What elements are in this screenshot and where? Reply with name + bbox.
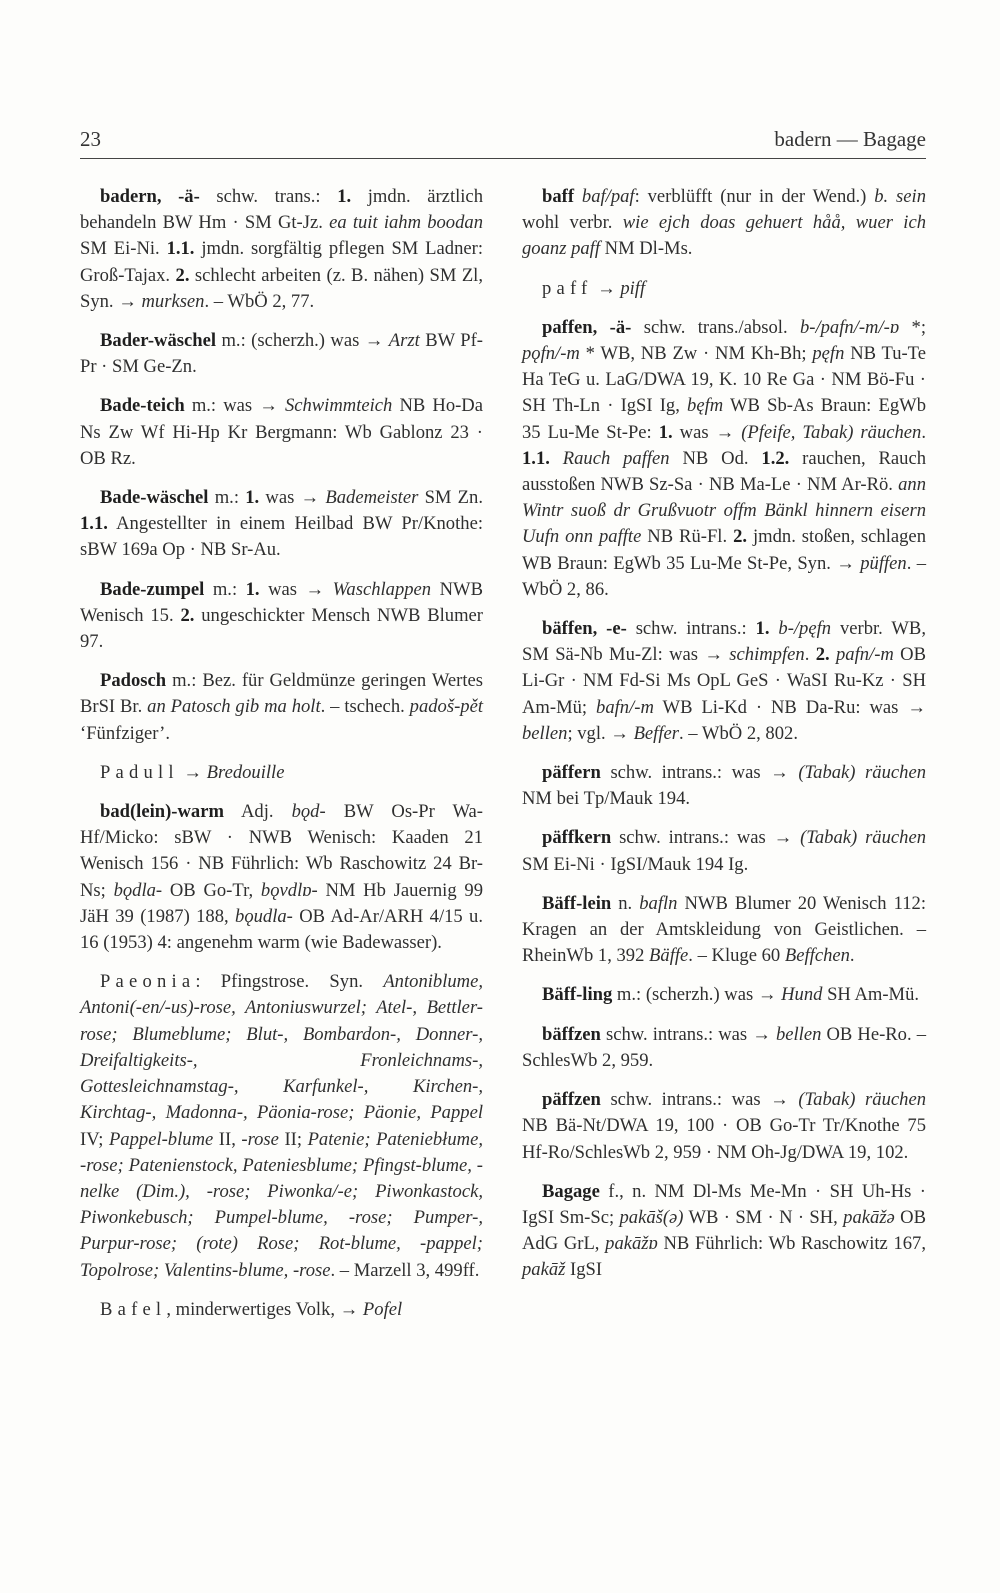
entry-text: NM Dl-Ms. [600,238,693,260]
entry-text: OB AdG GrL, [522,1206,926,1255]
entry-text: , minderwertiges Volk, → [166,1298,363,1320]
dictionary-entry [80,799,483,956]
italic-text: ann Wintr suoß dr Grußvuotr offm Bänkl hinnern eisern Uufn onn paffte [522,474,926,548]
italic-text: bęfm [687,395,724,417]
italic-text: Pappel-blume [108,1128,214,1150]
headword: 2. [733,526,748,548]
headword: 1. [337,186,352,207]
dictionary-entry [522,760,926,812]
entry-text: WB · SM · N · SH, [683,1206,844,1228]
entry-text: : Pfingstrose. Syn. [195,971,384,993]
entry-text: wohl verbr. [522,212,623,234]
headword: bäffzen [542,1023,601,1045]
italic-text: Rauch paffen [562,447,670,469]
entry-text: was → [259,487,326,509]
entry-text: . – WbÖ 2, 86. [522,552,926,600]
italic-text: Waschlappen [332,578,432,600]
headword: päffkern [542,827,612,849]
italic-text: piff [620,277,646,299]
headword: Padosch [100,670,167,692]
headword: baff [542,186,575,207]
entry-text: II, [213,1128,242,1150]
entry-text: WB Li-Kd · NB Da-Ru: was → [653,696,926,718]
italic-text: Beffer [633,722,679,744]
entry-text: schw. trans.: [199,186,338,207]
italic-text: bǫvdlɒ- [260,879,318,901]
entry-text: verbr. WB, SM Sä-Nb Mu-Zl: was → [522,618,926,666]
entry-text: . – Kluge 60 [688,945,785,967]
italic-text: Antoniblume, Antoni(-en/-us)-rose, Antoniuswurzel; Atel-, Bettler-rose; Blumeblume; Blut-, Bombardon-, Donner-, Dreifaltigkeits-, Fronleichnams-, Gottesleichnamstag-, Karfunkel-, Kirchen-, Kirchtag-, Madonna-, Päonia-rose; Päonie, Pappel [80,971,483,1124]
italic-text: pakāžə [843,1206,895,1228]
entry-text: . – Marzell 3, 499ff. [330,1259,480,1281]
headword: 1. [245,578,260,600]
headword: 1.2. [761,447,790,469]
italic-text: (Tabak) räuchen [798,762,926,784]
entry-text: f., n. NM Dl-Ms Me-Mn · SH Uh-Hs · IgSI Sm-Sc; [522,1180,926,1228]
entry-text: schw. intrans.: was → [600,1023,776,1045]
entry-text: m.: (scherzh.) was → [612,984,782,1006]
entry-text: OB Ad-Ar/ARH 4/15 u. 16 (1953) 4: angenehm warm (wie Badewasser). [80,905,484,954]
italic-text: pafn/-m [835,644,894,666]
left-column [80,184,483,1336]
italic-text: püffen [860,552,907,574]
dictionary-entry [522,1179,926,1284]
italic-text: pakāžɒ [605,1233,658,1255]
entry-text: IgSI [565,1259,603,1281]
dictionary-entry [522,1022,926,1074]
entry-text: jmdn. stoßen, schlagen WB Braun: EgWb 35 Lu-Me St-Pe, Syn. → [522,526,926,574]
entry-text: NB Führlich: Wb Raschowitz 167, [657,1233,927,1255]
italic-text: (Tabak) räuchen [800,827,927,849]
entry-text: NWB Blumer 20 Wenisch 112: Kragen an der Amtskleidung von Geistlichen. – RheinWb 1, 392 [522,892,926,967]
entry-text: n. [611,892,640,914]
headword: 1.1. [80,513,108,535]
right-column [522,184,926,1297]
entry-text: BW Os-Pr Wa-Hf/Micko: sBW · NWB Wenisch: Kaaden 21 Wenisch 156 · NB Führlich: Wb Raschowitz 24 Br-Ns; [80,801,483,901]
italic-text: padoš-pět [409,696,483,718]
headword: paffen, -ä- [542,316,632,338]
italic-text: pakāš(ə) [619,1206,684,1228]
entry-text: → [178,761,207,783]
headword: 2. [815,644,830,666]
dictionary-entry [522,1087,926,1166]
headword: badern, -ä- [100,186,200,207]
entry-text: SM Zn. [418,487,483,509]
entry-text: ; vgl. → [567,722,634,744]
italic-text: Bademeister [325,487,419,509]
italic-text: baf/paf [581,186,635,207]
italic-text: wie ejch doas gehuert håå, wuer ich goanz paff [522,212,927,260]
entry-text: → [592,277,621,299]
entry-text: BW Pf-Pr · SM Ge-Zn. [80,330,484,378]
italic-text: b-/pęfn [778,618,832,640]
italic-text: (Tabak) räuchen [798,1089,926,1111]
entry-text: . – WbÖ 2, 802. [679,722,798,744]
headword: Bäff-lein [542,892,612,914]
entry-text: Angestellter in einem Heilbad BW Pr/Knothe: sBW 169a Op · NB Sr-Au. [80,513,483,561]
running-head [80,127,926,152]
entry-text [550,448,563,469]
italic-text: bǫudla- [235,905,293,927]
headword: 1. [658,421,673,443]
entry-text: . [921,421,926,443]
italic-text: b. sein [874,186,927,207]
dictionary-entry [522,891,926,970]
italic-text: bafln [639,892,678,914]
entry-text: schw. trans./absol. [631,316,800,338]
entry-text: rauchen, Rauch ausstoßen NWB Sz-Sa · NB Ma-Le · NM Ar-Rö. [522,447,927,496]
headword: Bäff-ling [542,984,613,1006]
entry-text: schw. intrans.: was → [600,1089,799,1111]
headword: päffzen [542,1089,601,1111]
entry-text: . – WbÖ 2, 77. [204,290,315,312]
headword: Bade-teich [100,395,185,417]
dictionary-entry [80,668,483,747]
italic-text: bǫdla- [113,879,163,901]
italic-text: pęfn [812,343,845,365]
dictionary-entry [522,616,926,747]
italic-text: Arzt [388,330,420,352]
dictionary-entry [522,315,926,603]
entry-text: . – tschech. [320,696,410,718]
entry-text: . [804,644,816,666]
entry-text: m.: [208,487,246,509]
dictionary-entry [80,760,483,786]
entry-text: ungeschickter Mensch NWB Blumer 97. [80,604,483,653]
entry-text: was → [259,578,333,600]
dictionary-entry [522,276,926,302]
entry-text: II; [278,1128,308,1150]
entry-text: WB Sb-As Braun: EgWb 35 Lu-Me St-Pe: [522,395,926,443]
entry-text: NB Rü-Fl. [641,526,734,548]
entry-text: NB Od. [669,447,762,469]
entry-text: * WB, NB Zw · NM Kh-Bh; [579,343,813,365]
headword: Bade-zumpel [100,578,205,600]
entry-text: NB Tu-Te Ha TeG u. LaG/DWA 19, K. 10 Re Ga · NM Bö-Fu · SH Th-Ln · IgSI Ig, [522,343,926,417]
entry-text: m.: [204,578,246,600]
entry-text: m.: (scherzh.) was → [216,330,389,352]
headword: 1. [245,487,260,509]
italic-text: bafn/-m [596,696,654,718]
entry-text: Adj. [223,801,292,823]
headword: bad(lein)-warm [100,801,224,823]
entry-text: was → [672,421,742,443]
italic-text: Beffchen [784,945,850,967]
dictionary-entry [522,825,926,877]
dictionary-entry [80,485,483,564]
italic-text: b-/pafn/-m/-ɒ [799,316,900,338]
entry-text: *; [899,316,926,338]
spaced-lemma: Padull [100,761,179,783]
italic-text: ea tuit iahm boodan [329,212,483,234]
italic-text: Schwimmteich [284,395,393,417]
entry-text: m.: was → [184,395,285,417]
headword: Bagage [542,1180,600,1202]
italic-text: (Pfeife, Tabak) räuchen [741,421,922,443]
headword: Bade-wäschel [100,487,209,509]
headword: 1.1. [166,238,195,260]
page-number: 23 [80,127,101,151]
dictionary-entry [522,184,926,263]
spaced-lemma: Paeonia [100,971,196,993]
entry-text: SH Am-Mü. [822,984,920,1006]
entry-text: schw. intrans.: [626,618,756,640]
italic-text: Hund [781,984,823,1006]
italic-text: an Patosch gib ma holt [147,696,321,718]
italic-text: Bredouille [206,761,285,783]
italic-text: pǫfn/-m [522,343,580,365]
italic-text: Patenie; Pateniebłume, -rose; Patenienstock, Pateniesblume; Pfingst-blume, -nelke (Dim.), -rose; Piwonka/-e; Piwonkastock, Piwonkebusch; Pumpel-blume, -rose; Pumper-, Purpur-rose; (rote) Rose; Rot-blume, -pappel; Topolrose; Valentins-blume, -rose [80,1128,483,1281]
italic-text: schimpfen [729,644,805,666]
headword: bäffen, -e- [542,618,627,640]
italic-text: murksen [141,290,205,312]
entry-text: . [849,945,855,967]
italic-text: bellen [522,722,568,744]
dictionary-entry [80,969,483,1283]
entry-text: schlecht arbeiten (z. B. nähen) SM Zl, Syn. → [80,264,483,312]
entry-text: NM Hb Jauernig 99 JäH 39 (1987) 188, [80,879,483,927]
entry-text: IV; [80,1128,109,1150]
dictionary-entry [80,577,483,656]
entry-text: jmdn. sorgfältig pflegen SM Ladner: Groß-Tajax. [80,238,483,286]
entry-text: ‘Fünfziger’. [80,722,171,744]
header-rule [80,158,926,159]
entry-text: OB Li-Gr · NM Fd-Si Ms OpL GeS · WaSI Ru-Kz · SH Am-Mü; [522,644,926,718]
entry-text: NB Bä-Nt/DWA 19, 100 · OB Go-Tr Tr/Knothe 75 Hf-Ro/SchlesWb 2, 959 · NM Oh-Jg/DWA 19, 102. [522,1115,926,1163]
dictionary-entry [80,1297,483,1323]
entry-text: NB Ho-Da Ns Zw Wf Hi-Hp Kr Bergmann: Wb Gablonz 23 · OB Rz. [80,395,483,469]
italic-text: Pofel [362,1298,403,1320]
dictionary-entry [80,184,483,315]
italic-text: Bäffe [649,945,689,967]
italic-text: bellen [775,1023,822,1045]
dictionary-entry [80,328,483,380]
spaced-lemma: Bafel [100,1298,167,1320]
headword: 1. [755,618,770,640]
entry-text: schw. intrans.: was → [611,827,801,849]
italic-text: -rose [241,1128,279,1150]
entry-text: m.: Bez. für Geldmünze geringen Wertes BrSI Br. [80,670,483,718]
headword: Bader-wäschel [100,330,217,352]
entry-text: NM bei Tp/Mauk 194. [522,788,691,810]
dictionary-entry [80,393,483,472]
running-title: badern — Bagage [774,127,926,151]
headword: 2. [175,264,190,286]
headword: 2. [180,604,195,626]
entry-text: SM Ei-Ni. [80,238,167,260]
headword: 1.1. [522,447,550,469]
entry-text: SM Ei-Ni · IgSI/Mauk 194 Ig. [522,853,749,875]
entry-text: NWB Wenisch 15. [80,578,483,626]
italic-text: pakāž [522,1259,566,1281]
headword: päffern [542,762,601,784]
entry-text: jmdn. ärztlich behandeln BW Hm · SM Gt-Jz. [80,186,483,234]
entry-text: : verblüfft (nur in der Wend.) [634,186,875,207]
italic-text: bǫd- [291,801,326,823]
entry-text: OB He-Ro. – SchlesWb 2, 959. [522,1023,927,1071]
entry-text [574,186,582,207]
dictionary-entry [522,982,926,1008]
spaced-lemma: paff [542,277,593,299]
entry-text: schw. intrans.: was → [600,762,799,784]
entry-text: OB Go-Tr, [162,879,261,901]
